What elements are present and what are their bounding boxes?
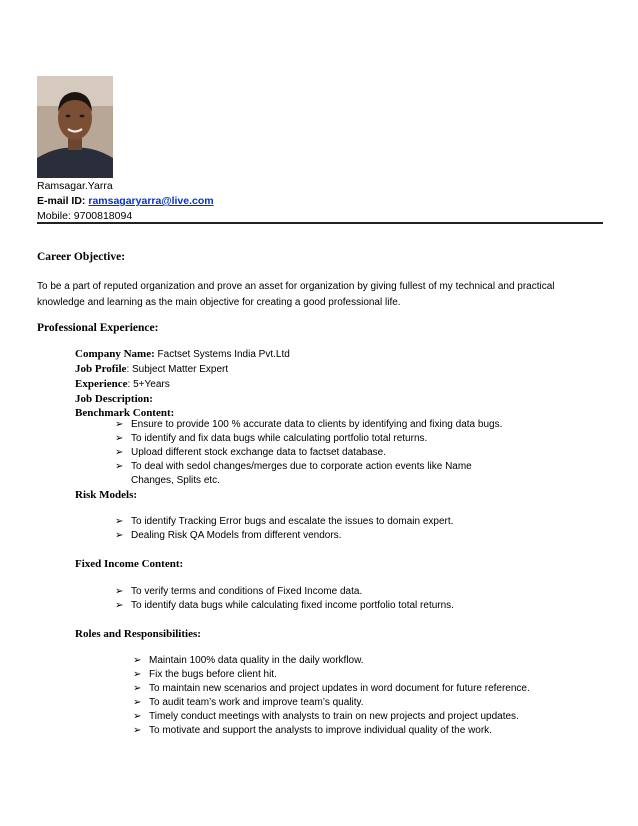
- benchmark-content-label: Benchmark Content:: [75, 407, 175, 419]
- list-item: ➢ To motivate and support the analysts to improve individual quality of the work.: [133, 724, 603, 738]
- career-objective-heading: Career Objective:: [37, 251, 126, 263]
- list-item: ➢ Ensure to provide 100 % accurate data to clients by identifying and fixing data bugs.: [115, 418, 515, 432]
- list-item: ➢ Upload different stock exchange data to factset database.: [115, 446, 515, 460]
- fixed-income-label: Fixed Income Content:: [75, 558, 184, 570]
- list-item: ➢ Fix the bugs before client hit.: [133, 668, 603, 682]
- risk-models-section: [75, 488, 137, 502]
- list-item: ➢ To identify data bugs while calculating fixed income portfolio total returns.: [115, 599, 555, 613]
- mobile-line: Mobile: 9700818094: [37, 210, 133, 222]
- list-item: ➢ Maintain 100% data quality in the daily workflow.: [133, 654, 603, 668]
- benchmark-list: [115, 418, 515, 488]
- roles-section: [75, 627, 201, 641]
- list-item: ➢ To deal with sedol changes/merges due to corporate action events like Name Changes, Splits etc.: [115, 460, 515, 488]
- list-item: ➢ To maintain new scenarios and project updates in word document for future reference.: [133, 682, 603, 696]
- profile-value: : Subject Matter Expert: [126, 364, 229, 375]
- risk-models-list: [115, 515, 545, 543]
- company-line: [75, 347, 290, 362]
- header-divider: [37, 222, 603, 224]
- experience-label: Experience: [75, 378, 128, 390]
- email-line: [37, 194, 214, 209]
- list-item: ➢ Dealing Risk QA Models from different vendors.: [115, 529, 545, 543]
- list-item: ➢ To verify terms and conditions of Fixed Income data.: [115, 585, 555, 599]
- list-item: ➢ To audit team’s work and improve team’s quality.: [133, 696, 603, 710]
- career-objective-text: To be a part of reputed organization and prove an asset for organization by giving fullest of my technical and practical knowledge and learning as the main objective for creating a good professional life.: [37, 281, 555, 308]
- list-item: ➢ Timely conduct meetings with analysts to train on new projects and project updates.: [133, 710, 603, 724]
- email-link[interactable]: ramsagaryarra@live.com: [88, 195, 214, 207]
- company-label: Company Name:: [75, 348, 155, 360]
- fixed-income-list: [115, 585, 555, 613]
- profile-label: Job Profile: [75, 363, 127, 375]
- profile-line: [75, 362, 290, 377]
- profile-photo: [37, 76, 113, 178]
- professional-experience-heading: Professional Experience:: [37, 322, 159, 334]
- job-details: [75, 347, 290, 420]
- experience-value: : 5+Years: [127, 379, 170, 390]
- roles-list: [133, 654, 603, 738]
- roles-label: Roles and Responsibilities:: [75, 628, 201, 640]
- job-description-label: Job Description:: [75, 393, 153, 405]
- list-item: ➢ To identify Tracking Error bugs and escalate the issues to domain expert.: [115, 515, 545, 529]
- list-item: ➢ To identify and fix data bugs while calculating portfolio total returns.: [115, 432, 515, 446]
- candidate-name: Ramsagar.Yarra: [37, 180, 113, 192]
- experience-line: [75, 377, 290, 392]
- company-value: Factset Systems India Pvt.Ltd: [157, 349, 290, 360]
- risk-models-label: Risk Models:: [75, 489, 138, 501]
- fixed-income-section: [75, 557, 183, 571]
- contact-block: [37, 179, 214, 224]
- email-label: E-mail ID:: [37, 195, 86, 207]
